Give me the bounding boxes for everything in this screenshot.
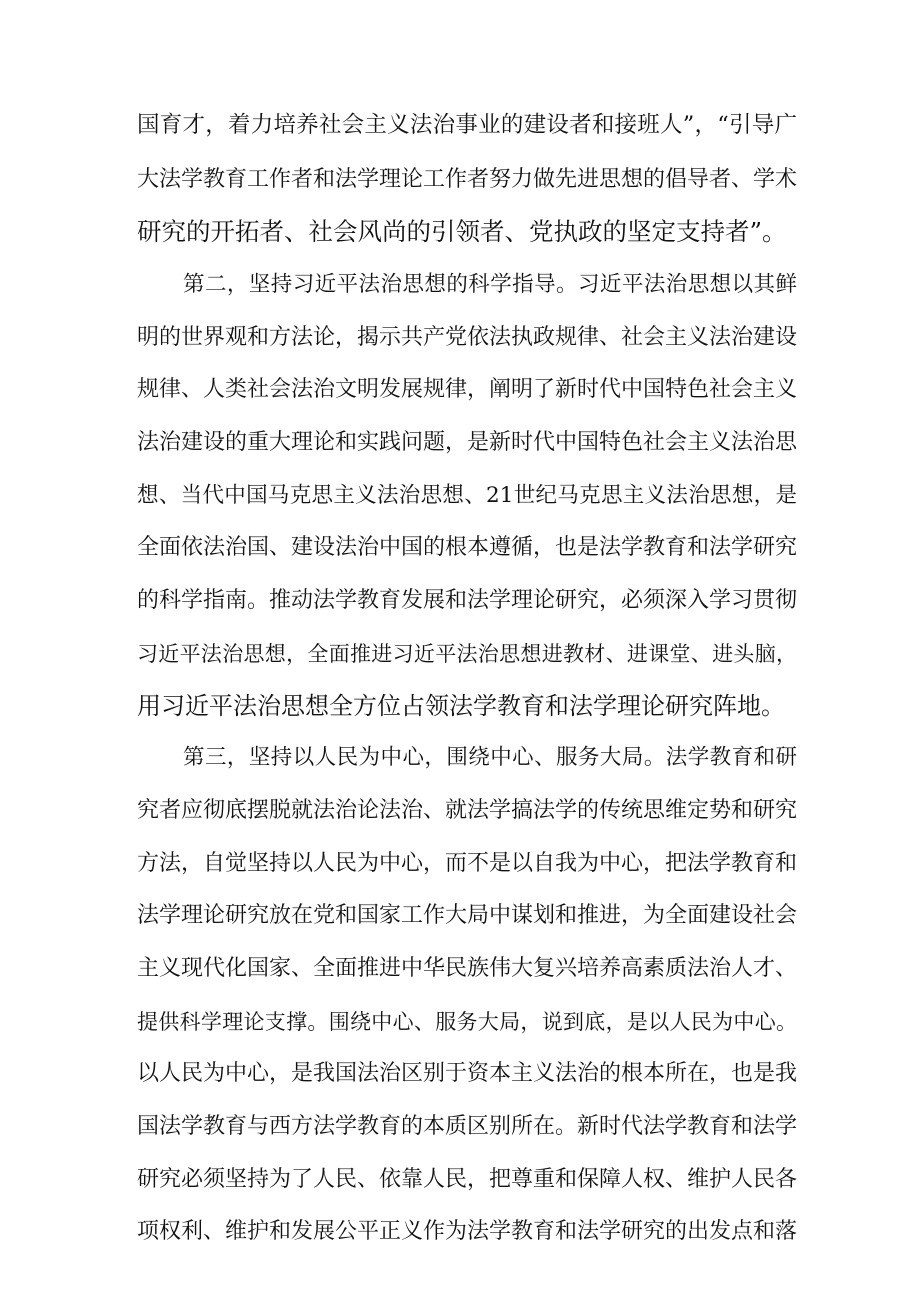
paragraph-2-line-4: 法治建设的重大理论和实践问题，是新时代中国特色社会主义法治思: [137, 430, 797, 455]
paragraph-3-line-2: 究者应彻底摆脱就法治论法治、就法学搞法学的传统思维定势和研究: [137, 798, 797, 823]
paragraph-2-line-3: 规律、人类社会法治文明发展规律，阐明了新时代中国特色社会主义: [137, 377, 797, 402]
paragraph-2-line-5: 想、当代中国马克思主义法治思想、21世纪马克思主义法治思想，是: [137, 483, 797, 508]
paragraph-1-line-3: 研究的开拓者、社会风尚的引领者、党执政的坚定支持者”。: [137, 217, 787, 246]
paragraph-3-line-8: 国法学教育与西方法学教育的本质区别所在。新时代法学教育和法学: [137, 1114, 797, 1139]
paragraph-2-line-6: 全面依法治国、建设法治中国的根本遵循，也是法学教育和法学研究: [137, 535, 797, 560]
paragraph-3-line-7: 以人民为中心，是我国法治区别于资本主义法治的根本所在，也是我: [137, 1061, 797, 1086]
paragraph-2-line-1: 第二，坚持习近平法治思想的科学指导。习近平法治思想以其鲜: [183, 272, 797, 297]
paragraph-3-line-1: 第三，坚持以人民为中心，围绕中心、服务大局。法学教育和研: [183, 745, 797, 770]
paragraph-2-line-8: 习近平法治思想，全面推进习近平法治思想进教材、进课堂、进头脑，: [137, 642, 797, 666]
paragraph-3-line-6: 提供科学理论支撑。围绕中心、服务大局，说到底，是以人民为中心。: [137, 1010, 797, 1034]
paragraph-3-line-9: 研究必须坚持为了人民、依靠人民，把尊重和保障人权、维护人民各: [137, 1167, 797, 1192]
paragraph-2-line-2: 明的世界观和方法论，揭示共产党依法执政规律、社会主义法治建设: [137, 325, 797, 350]
paragraph-1-line-1: 国育才，着力培养社会主义法治事业的建设者和接班人”，“引导广: [137, 112, 797, 138]
paragraph-3-line-5: 主义现代化国家、全面推进中华民族伟大复兴培养高素质法治人才、: [137, 956, 797, 981]
paragraph-2-line-9: 用习近平法治思想全方位占领法学教育和法学理论研究阵地。: [137, 692, 785, 720]
paragraph-3-line-10: 项权利、维护和发展公平正义作为法学教育和法学研究的出发点和落: [137, 1219, 797, 1244]
paragraph-3-line-4: 法学理论研究放在党和国家工作大局中谋划和推进，为全面建设社会: [137, 903, 797, 928]
paragraph-3-line-3: 方法，自觉坚持以人民为中心，而不是以自我为中心，把法学教育和: [137, 851, 797, 876]
paragraph-2-line-7: 的科学指南。推动法学教育发展和法学理论研究，必须深入学习贯彻: [137, 588, 797, 613]
paragraph-1-line-2: 大法学教育工作者和法学理论工作者努力做先进思想的倡导者、学术: [137, 167, 797, 192]
